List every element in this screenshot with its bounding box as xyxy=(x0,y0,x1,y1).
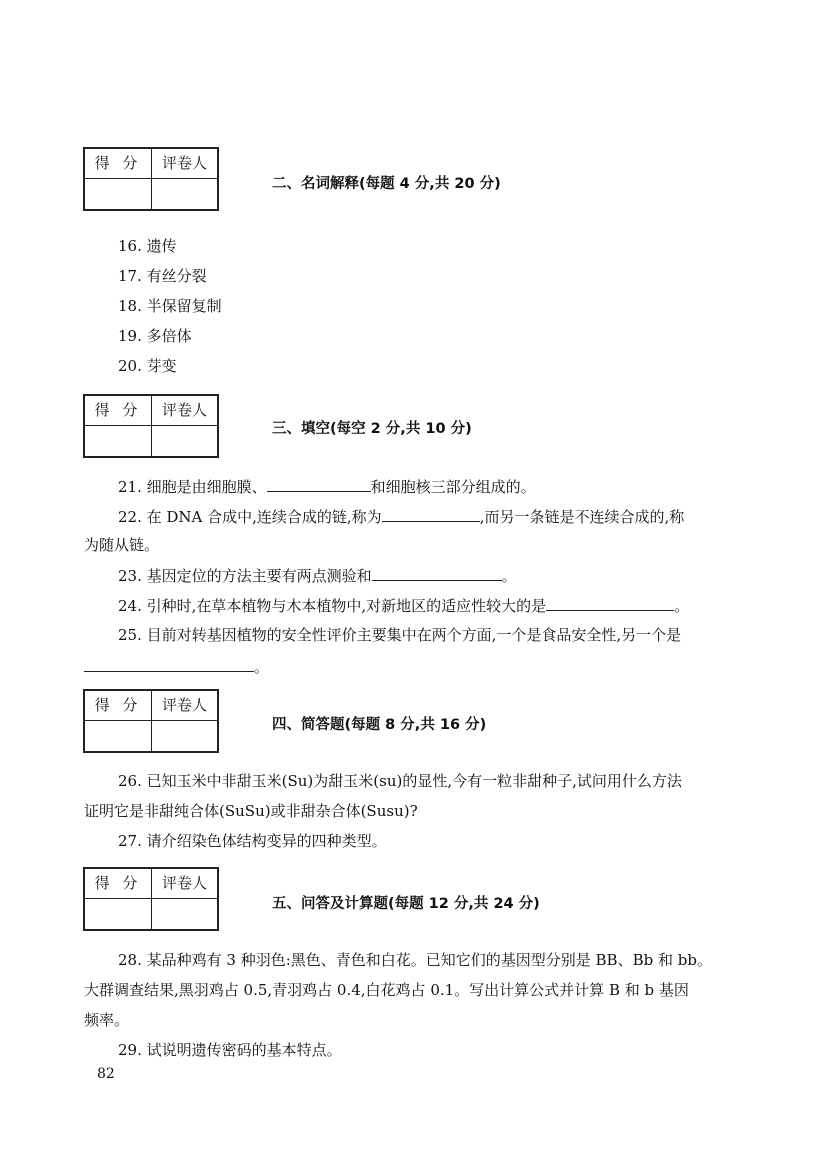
grader-header: 评卷人 xyxy=(152,869,217,899)
question-24 xyxy=(118,596,689,615)
question-text: 和细胞核三部分组成的。 xyxy=(370,478,536,496)
question-22 xyxy=(118,507,684,526)
section-title: 三、填空(每空 2 分,共 10 分) xyxy=(272,421,472,437)
question-25: 25. 目前对转基因植物的安全性评价主要集中在两个方面,一个是食品安全性,另一个是 xyxy=(118,626,682,644)
question-28-cont: 大群调查结果,黑羽鸡占 0.5,青羽鸡占 0.4,白花鸡占 0.1。写出计算公式并计算 B 和 b 基因 xyxy=(84,981,689,999)
question-25-cont xyxy=(84,657,269,676)
grader-header: 评卷人 xyxy=(152,396,217,426)
question-26: 26. 已知玉米中非甜玉米(Su)为甜玉米(su)的显性,今有一粒非甜种子,试问用什么方法 xyxy=(118,772,682,790)
score-cell[interactable] xyxy=(85,426,152,456)
question-text: 。 xyxy=(501,567,517,585)
section-title: 二、名词解释(每题 4 分,共 20 分) xyxy=(272,176,501,192)
question-19: 19. 多倍体 xyxy=(118,327,192,345)
score-cell[interactable] xyxy=(85,899,152,929)
grader-header: 评卷人 xyxy=(152,691,217,721)
question-27: 27. 请介绍染色体结构变异的四种类型。 xyxy=(118,832,387,850)
question-text: 24. 引种时,在草本植物与木本植物中,对新地区的适应性较大的是 xyxy=(118,597,547,615)
score-header: 得 分 xyxy=(85,691,152,721)
grader-cell[interactable] xyxy=(152,426,217,456)
question-22-cont: 为随从链。 xyxy=(84,536,160,554)
answer-blank[interactable] xyxy=(546,596,674,611)
answer-blank[interactable] xyxy=(372,566,502,581)
section-title: 五、问答及计算题(每题 12 分,共 24 分) xyxy=(272,896,540,912)
question-16: 16. 遗传 xyxy=(118,237,177,255)
question-21 xyxy=(118,477,536,496)
question-29: 29. 试说明遗传密码的基本特点。 xyxy=(118,1041,342,1059)
score-box xyxy=(83,689,219,753)
score-box xyxy=(83,394,219,458)
question-18: 18. 半保留复制 xyxy=(118,297,222,315)
answer-blank[interactable] xyxy=(267,477,371,492)
score-cell[interactable] xyxy=(85,179,152,209)
score-box xyxy=(83,867,219,931)
question-text: 22. 在 DNA 合成中,连续合成的链,称为 xyxy=(118,508,382,526)
question-23 xyxy=(118,566,517,585)
question-28-cont: 频率。 xyxy=(84,1011,130,1029)
page-number: 82 xyxy=(97,1066,115,1082)
score-header: 得 分 xyxy=(85,149,152,179)
question-text: ,而另一条链是不连续合成的,称 xyxy=(479,508,685,526)
grader-cell[interactable] xyxy=(152,179,217,209)
score-box xyxy=(83,147,219,211)
answer-blank[interactable] xyxy=(84,657,254,672)
score-cell[interactable] xyxy=(85,721,152,751)
question-text: 23. 基因定位的方法主要有两点测验和 xyxy=(118,567,372,585)
answer-blank[interactable] xyxy=(382,507,480,522)
grader-cell[interactable] xyxy=(152,899,217,929)
question-28: 28. 某品种鸡有 3 种羽色:黑色、青色和白花。已知它们的基因型分别是 BB、Bb 和 bb。 xyxy=(118,951,712,969)
score-header: 得 分 xyxy=(85,396,152,426)
grader-header: 评卷人 xyxy=(152,149,217,179)
grader-cell[interactable] xyxy=(152,721,217,751)
question-26-cont: 证明它是非甜纯合体(SuSu)或非甜杂合体(Susu)? xyxy=(84,802,418,820)
question-text: 。 xyxy=(674,597,690,615)
question-20: 20. 芽变 xyxy=(118,357,177,375)
question-text: 。 xyxy=(254,658,270,676)
question-text: 21. 细胞是由细胞膜、 xyxy=(118,478,267,496)
section-title: 四、简答题(每题 8 分,共 16 分) xyxy=(272,717,487,733)
score-header: 得 分 xyxy=(85,869,152,899)
question-17: 17. 有丝分裂 xyxy=(118,267,207,285)
